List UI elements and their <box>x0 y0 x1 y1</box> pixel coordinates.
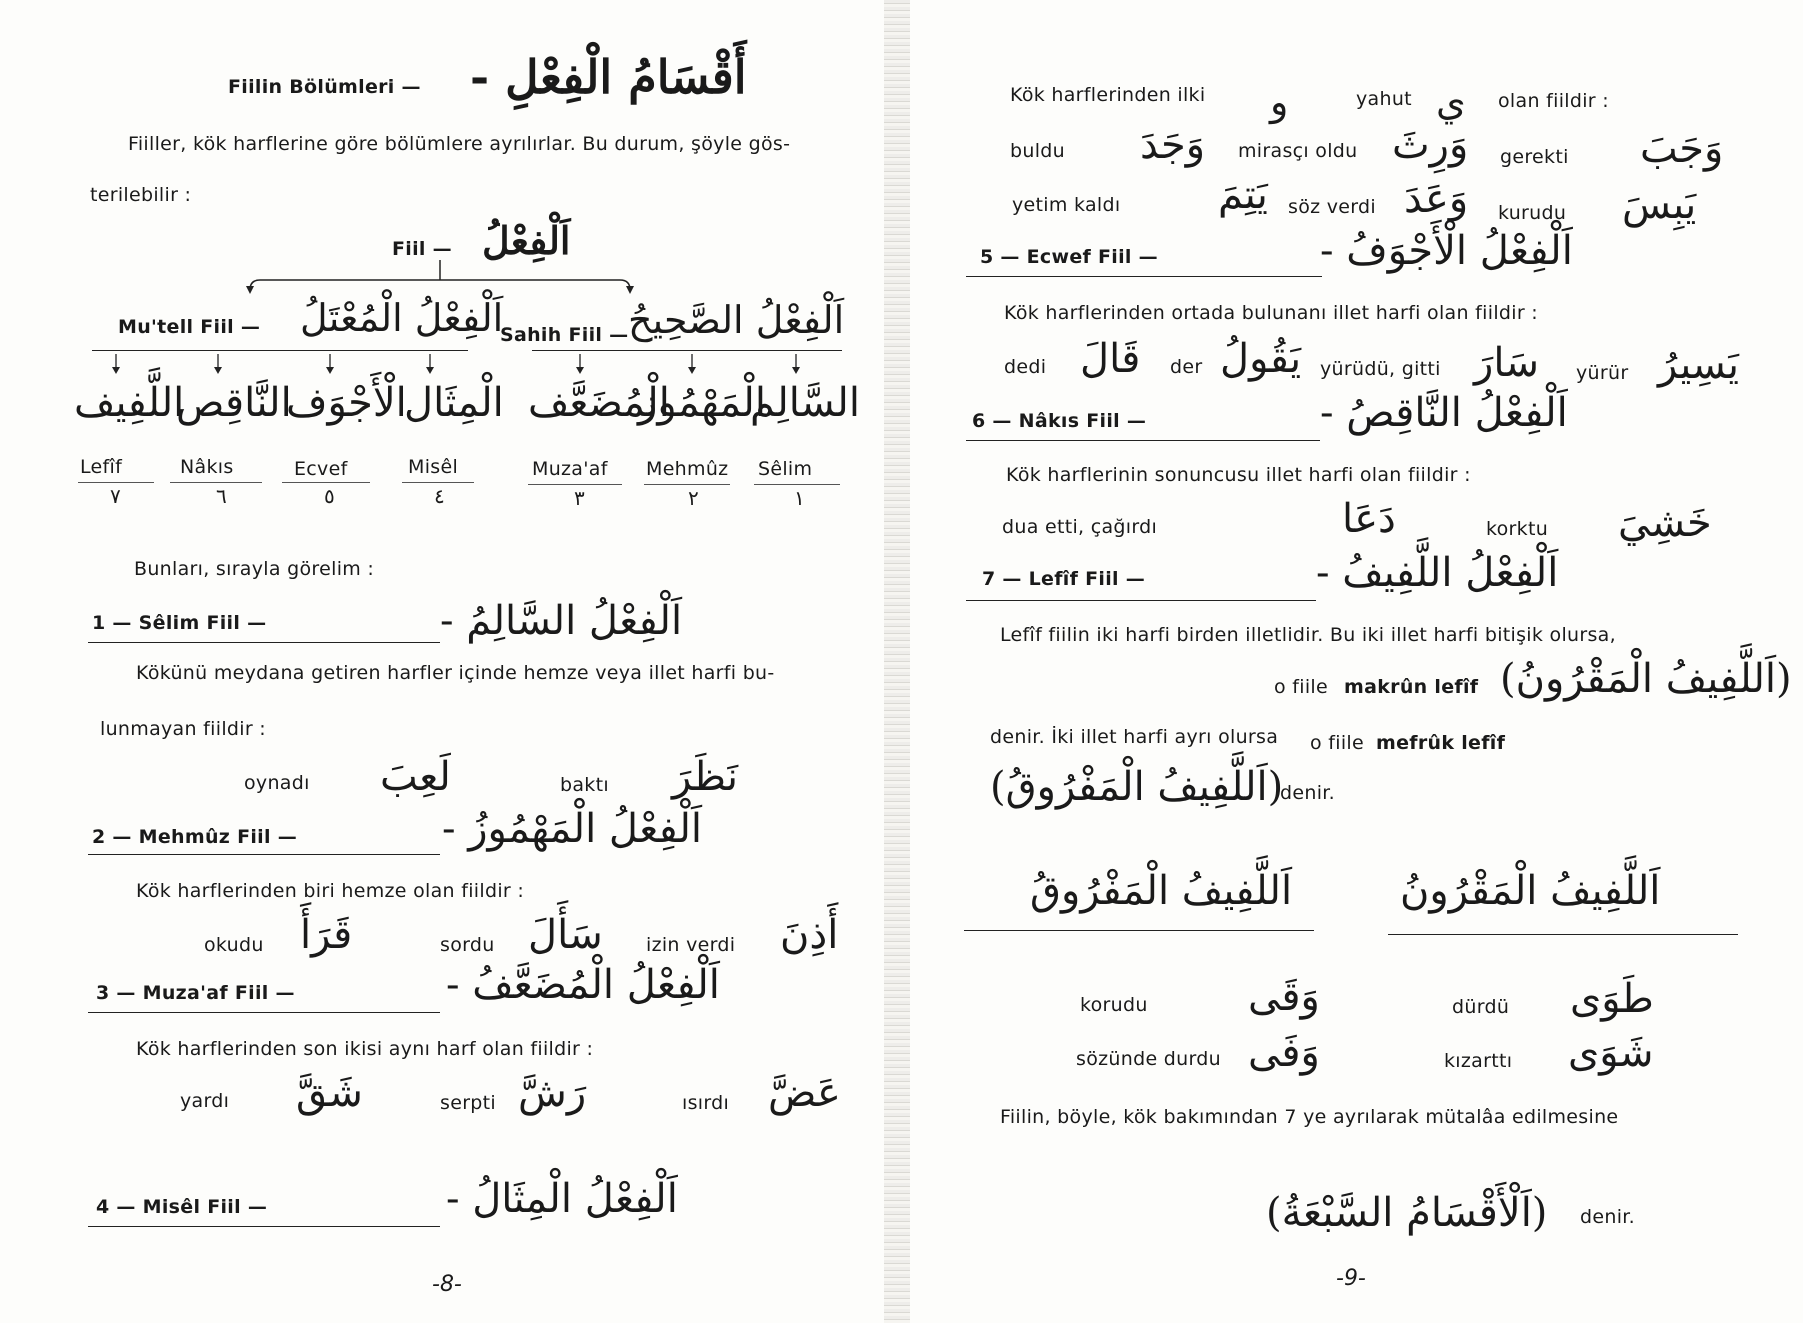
r1-ex2-ar2: وَعَدَ <box>1404 176 1469 222</box>
s5-underline <box>966 276 1322 277</box>
s3-ex-tr3: ısırdı <box>682 1092 730 1114</box>
s1-title: 1 — Sêlim Fiil — <box>92 612 267 634</box>
s1-ex-tr2: baktı <box>560 774 609 796</box>
s6-ex-ar2: خَشِيَ <box>1618 500 1712 546</box>
heading-tr: Fiilin Bölümleri — <box>228 76 421 98</box>
s2-ex-ar2: سَأَلَ <box>528 912 603 958</box>
type-underline <box>644 484 730 485</box>
r1-ex2-tr1: yetim kaldı <box>1012 194 1121 216</box>
r1-or: yahut <box>1356 88 1412 110</box>
lefif-b2-ar: شَوَى <box>1568 1030 1654 1076</box>
r1-ex1-ar3: وَجَبَ <box>1640 126 1724 172</box>
s7-desc2-ar: (اَللَّفِيفُ الْمَقْرُونُ) <box>1500 656 1792 702</box>
r1-ex1-tr3: gerekti <box>1500 146 1569 168</box>
s4-ar: اَلْفِعْلُ الْمِثَالُ - <box>446 1176 678 1222</box>
s1-underline <box>88 642 440 643</box>
type-ar-lefif: اللَّفِيف <box>74 380 185 426</box>
s5-ex-ar1: قَالَ <box>1080 336 1141 382</box>
s2-ex-tr3: izin verdi <box>646 934 736 956</box>
lets-see-text: Bunları, sırayla görelim : <box>134 558 375 580</box>
s2-ex-tr1: okudu <box>204 934 264 956</box>
s5-ar: اَلْفِعْلُ الْأَجْوَفُ - <box>1320 228 1573 274</box>
type-underline <box>170 482 262 483</box>
root-tr: Fiil — <box>392 238 452 260</box>
lefif-a1-ar: وَقَى <box>1248 974 1320 1020</box>
s5-desc: Kök harflerinden ortada bulunanı illet harfi olan fiildir : <box>1004 302 1539 324</box>
type-underline <box>528 484 622 485</box>
r1-waw: و <box>1270 80 1289 124</box>
type-ar-mehmuz: الْمَهْمُوز <box>638 380 766 426</box>
s5-ex-tr1: dedi <box>1004 356 1047 378</box>
type-tr-mehmuz: Mehmûz <box>646 458 729 480</box>
type-ar-muzaaf: الْمُضَعَّف <box>528 380 670 426</box>
s5-ex-tr2: der <box>1170 356 1203 378</box>
type-num-5: ٥ <box>324 484 335 508</box>
type-num-4: ٤ <box>434 484 445 508</box>
closing-ar: (اَلْأَقْسَامُ السَّبْعَةُ) <box>1266 1190 1548 1236</box>
page-number-left: -8- <box>432 1272 462 1297</box>
s1-ex-tr1: oynadı <box>244 772 310 794</box>
s2-desc: Kök harflerinden biri hemze olan fiildir : <box>136 880 525 902</box>
sahih-tr: Sahih Fiil — <box>500 324 629 346</box>
s7-desc2-bold: makrûn lefîf <box>1344 676 1479 698</box>
r1-ex1-ar2: وَرِثَ <box>1392 122 1469 168</box>
s7-underline <box>966 600 1316 601</box>
lefif-a2-tr: sözünde durdu <box>1076 1048 1221 1070</box>
intro-line2: terilebilir : <box>90 184 192 206</box>
s7-desc3: denir. İki illet harfi ayrı olursa <box>990 726 1279 748</box>
sahih-ar: اَلْفِعْلُ الصَّحِيحُ <box>628 298 845 342</box>
lefif-b1-ar: طَوَى <box>1570 976 1654 1022</box>
lefif-a1-tr: korudu <box>1080 994 1148 1016</box>
s3-ex-ar2: رَشَّ <box>518 1070 587 1116</box>
type-ar-misel: الْمِثَال <box>404 380 504 426</box>
s3-ex-ar3: عَضَّ <box>768 1070 841 1116</box>
col-right-ar: اَللَّفِيفُ الْمَقْرُونُ <box>1400 868 1661 914</box>
s3-desc: Kök harflerinden son ikisi aynı harf olan fiildir : <box>136 1038 594 1060</box>
type-underline <box>402 482 474 483</box>
s1-desc1: Kökünü meydana getiren harfler içinde hemze veya illet harfi bu- <box>136 662 775 684</box>
r1-ex1-tr2: mirasçı oldu <box>1238 140 1358 162</box>
s1-ex-ar1: لَعِبَ <box>380 754 451 800</box>
lefif-a2-ar: وَفَى <box>1248 1030 1320 1076</box>
r1-ex2-ar3: يَبِسَ <box>1622 182 1697 228</box>
col-left-ar: اَللَّفِيفُ الْمَفْرُوقُ <box>1030 868 1293 914</box>
s6-desc: Kök harflerinin sonuncusu illet harfi olan fiildir : <box>1006 464 1471 486</box>
type-ar-selim: السَّالِم <box>750 380 860 426</box>
type-tr-misel: Misêl <box>408 456 459 478</box>
closing-denir: denir. <box>1580 1206 1635 1228</box>
s5-ex-ar4: يَسِيرُ <box>1658 342 1739 388</box>
type-underline <box>78 482 154 483</box>
closing-tr: Fiilin, böyle, kök bakımından 7 ye ayrılarak mütalâa edilmesine <box>1000 1106 1619 1128</box>
s5-ex-tr3: yürüdü, gitti <box>1320 358 1441 380</box>
type-num-7: ٧ <box>110 484 121 508</box>
s2-ex-ar1: قَرَأَ <box>300 912 353 958</box>
type-tr-lefif: Lefîf <box>80 456 123 478</box>
s7-desc3-bold: mefrûk lefîf <box>1376 732 1506 754</box>
s7-ar: اَلْفِعْلُ اللَّفِيفُ - <box>1316 550 1559 596</box>
root-ar: اَلْفِعْلُ <box>482 218 571 263</box>
s3-ex-tr2: serpti <box>440 1092 496 1114</box>
s6-ex-tr1: dua etti, çağırdı <box>1002 516 1158 538</box>
r1-ya: ي <box>1436 80 1466 124</box>
s7-desc3-post: o fiile <box>1310 732 1364 754</box>
s6-ar: اَلْفِعْلُ النَّاقِصُ - <box>1320 390 1568 436</box>
s3-ar: اَلْفِعْلُ الْمُضَعَّفُ - <box>446 962 720 1008</box>
lefif-b1-tr: dürdü <box>1452 996 1510 1018</box>
col-left-underline <box>964 930 1314 931</box>
r1-ex1-tr1: buldu <box>1010 140 1065 162</box>
s6-title: 6 — Nâkıs Fiil — <box>972 410 1147 432</box>
type-ar-ecvef: الْأَجْوَف <box>286 380 407 426</box>
col-right-underline <box>1388 934 1738 935</box>
r1-ex1-ar1: وَجَدَ <box>1140 122 1206 168</box>
type-underline <box>754 484 840 485</box>
s2-ex-tr2: sordu <box>440 934 495 956</box>
r1-desc: Kök harflerinden ilki <box>1010 84 1206 106</box>
s2-title: 2 — Mehmûz Fiil — <box>92 826 297 848</box>
s7-desc4-ar: (اَللَّفِيفُ الْمَفْرُوقُ) <box>990 764 1284 810</box>
s4-underline <box>88 1226 440 1227</box>
s5-title: 5 — Ecwef Fiil — <box>980 246 1158 268</box>
right-page <box>900 0 1803 1323</box>
s5-ex-ar2: يَقُولُ <box>1220 336 1302 382</box>
left-page <box>0 0 890 1323</box>
type-tr-selim: Sêlim <box>758 458 813 480</box>
s3-ex-ar1: شَقَّ <box>296 1070 363 1116</box>
intro-line1: Fiiller, kök harflerine göre bölümlere ayrılırlar. Bu durum, şöyle gös- <box>128 133 791 155</box>
type-num-1: ١ <box>794 486 805 510</box>
type-ar-nakis: النَّاقِص <box>176 380 292 426</box>
s7-title: 7 — Lefîf Fiil — <box>982 568 1146 590</box>
s4-title: 4 — Misêl Fiil — <box>96 1196 268 1218</box>
s3-underline <box>88 1012 440 1013</box>
s6-underline <box>966 440 1320 441</box>
s6-ex-tr2: korktu <box>1486 518 1549 540</box>
s1-desc2: lunmayan fiildir : <box>100 718 266 740</box>
type-tr-ecvef: Ecvef <box>294 458 348 480</box>
s7-desc2-pre: o fiile <box>1274 676 1328 698</box>
mutell-tr: Mu'tell Fiil — <box>118 316 261 338</box>
type-arrows <box>80 350 860 378</box>
s5-ex-tr4: yürür <box>1576 362 1629 384</box>
s3-title: 3 — Muza'af Fiil — <box>96 982 295 1004</box>
s5-ex-ar3: سَارَ <box>1474 340 1540 386</box>
s1-ex-ar2: نَظَرَ <box>672 754 739 800</box>
s7-desc1: Lefîf fiilin iki harfi birden illetlidir. Bu iki illet harfi bitişik olursa, <box>1000 624 1616 646</box>
type-underline <box>282 482 370 483</box>
s3-ex-tr1: yardı <box>180 1090 230 1112</box>
s2-ar: اَلْفِعْلُ الْمَهْمُوزُ - <box>442 806 703 852</box>
type-num-3: ٣ <box>574 486 585 510</box>
type-num-6: ٦ <box>216 484 227 508</box>
type-tr-nakis: Nâkıs <box>180 456 234 478</box>
heading-ar: أَقْسَامُ الْفِعْلِ - <box>470 50 747 104</box>
r1-ex2-tr3: kurudu <box>1498 202 1567 224</box>
r1-ex2-ar1: يَتِمَ <box>1218 172 1268 218</box>
s7-desc4-tr: denir. <box>1280 782 1335 804</box>
s2-ex-ar3: أَذِنَ <box>780 912 839 958</box>
s6-ex-ar1: دَعَا <box>1342 496 1396 542</box>
s2-underline <box>88 854 440 855</box>
type-num-2: ٢ <box>688 486 699 510</box>
page-number-right: -9- <box>1336 1266 1366 1291</box>
s1-ar: اَلْفِعْلُ السَّالِمُ - <box>440 598 683 644</box>
lefif-b2-tr: kızarttı <box>1444 1050 1513 1072</box>
mutell-ar: اَلْفِعْلُ الْمُعْتَلُ <box>300 296 504 340</box>
r1-end: olan fiildir : <box>1498 90 1609 112</box>
type-tr-muzaaf: Muza'af <box>532 458 608 480</box>
r1-ex2-tr2: söz verdi <box>1288 196 1376 218</box>
